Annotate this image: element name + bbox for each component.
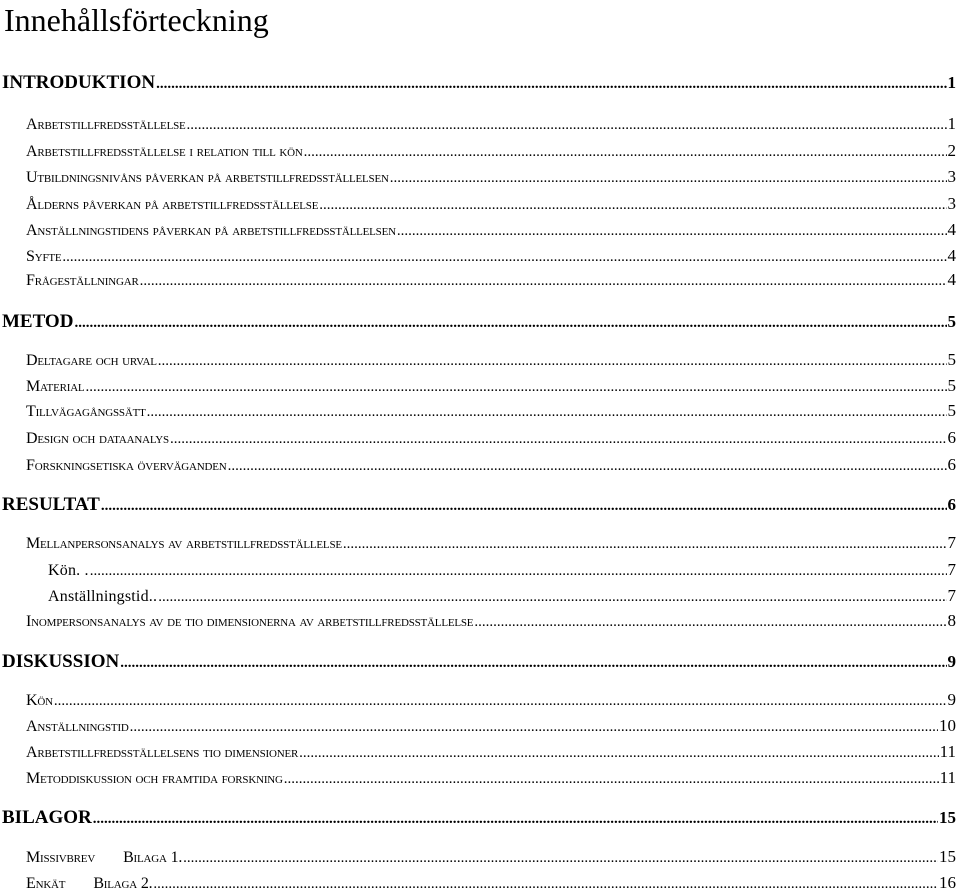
toc-entry[interactable] — [26, 455, 956, 475]
toc-entry[interactable] — [2, 494, 956, 516]
toc-entry-label: Metoddiskussion och framtida forskning — [26, 770, 283, 787]
toc-page-number: 15 — [939, 808, 956, 827]
toc-page-number: 6 — [947, 428, 956, 447]
dot-leader — [158, 589, 946, 606]
dot-leader — [304, 144, 947, 161]
toc-entry-label: Anställningstid — [26, 718, 129, 735]
toc-page-number: 1 — [947, 114, 956, 133]
dot-leader — [93, 811, 938, 828]
toc-entry[interactable] — [2, 311, 956, 333]
dot-leader — [390, 170, 947, 187]
toc-entry-label: Deltagare och urval — [26, 352, 157, 369]
toc-entry[interactable] — [26, 533, 956, 553]
dot-leader — [153, 876, 938, 893]
toc-entry-label: Tillvägagångssätt — [26, 403, 146, 420]
toc-entry[interactable] — [26, 376, 956, 396]
toc-entry[interactable] — [26, 611, 956, 631]
dot-leader — [156, 76, 946, 93]
toc-entry[interactable] — [2, 807, 956, 829]
toc-entry[interactable] — [26, 742, 956, 762]
page-title: Innehållsförteckning — [4, 2, 269, 38]
toc-entry[interactable] — [26, 220, 956, 240]
dot-leader — [319, 197, 946, 214]
dot-leader — [343, 536, 947, 553]
toc-entry-label: Anställningstid.. — [48, 588, 158, 605]
toc-entry[interactable] — [26, 167, 956, 187]
dot-leader — [284, 771, 939, 788]
dot-leader — [187, 117, 947, 134]
toc-page-number: 7 — [947, 533, 956, 552]
toc-entry-label: Ålderns påverkan på arbetstillfredsställelse — [26, 196, 319, 213]
dot-leader — [85, 379, 946, 396]
toc-entry[interactable] — [2, 651, 956, 673]
toc-entry[interactable] — [26, 401, 956, 421]
toc-entry[interactable] — [48, 560, 956, 580]
toc-entry[interactable] — [26, 114, 956, 134]
dot-leader — [158, 353, 947, 370]
toc-entry-label: RESULTAT — [2, 494, 100, 515]
toc-entry[interactable] — [26, 716, 956, 736]
toc-page-number: 7 — [947, 586, 956, 605]
dot-leader — [101, 498, 947, 515]
toc-entry-label: Kön — [26, 692, 53, 709]
dot-leader — [183, 850, 938, 867]
toc-page-number: 4 — [947, 246, 956, 265]
dot-leader — [140, 273, 947, 290]
toc-page-number: 2 — [947, 141, 956, 160]
toc-entry[interactable] — [26, 768, 956, 788]
toc-page-number: 5 — [947, 350, 956, 369]
dot-leader — [170, 431, 947, 448]
dot-leader — [147, 404, 947, 421]
toc-page-number: 11 — [939, 768, 956, 787]
dot-leader — [90, 563, 947, 580]
toc-entry-label: Material — [26, 378, 85, 395]
toc-entry[interactable] — [26, 194, 956, 214]
toc-page-number: 16 — [939, 873, 956, 892]
toc-page-number: 11 — [939, 742, 956, 761]
toc-entry-label: Arbetstillfredsställelse — [26, 116, 186, 133]
toc-page-number: 6 — [947, 455, 956, 474]
toc-entry[interactable] — [26, 246, 956, 266]
dot-leader — [474, 614, 946, 631]
toc-page-number: 5 — [947, 376, 956, 395]
toc-entry-sublabel: Bilaga 2. — [93, 875, 153, 892]
toc-page-number: 5 — [947, 312, 956, 331]
toc-page-number: 3 — [947, 167, 956, 186]
toc-entry[interactable] — [26, 690, 956, 710]
toc-page-number: 9 — [947, 690, 956, 709]
toc-page-number: 4 — [947, 270, 956, 289]
toc-page-number: 1 — [947, 73, 956, 92]
toc-page-number: 5 — [947, 401, 956, 420]
dot-leader — [130, 719, 938, 736]
dot-leader — [397, 223, 947, 240]
toc-entry-label: Missivbrev — [26, 849, 96, 866]
toc-page-number: 15 — [939, 847, 956, 866]
dot-leader — [228, 458, 947, 475]
toc-entry-label: DISKUSSION — [2, 651, 120, 672]
toc-entry-label: Mellanpersonsanalys av arbetstillfredsställelse — [26, 535, 342, 552]
toc-page-number: 10 — [939, 716, 956, 735]
toc-page-number: 6 — [947, 495, 956, 514]
dot-leader — [74, 315, 946, 332]
toc-entry[interactable] — [26, 847, 956, 867]
toc-entry-label: Design och dataanalys — [26, 430, 169, 447]
toc-page-number: 9 — [947, 652, 956, 671]
toc-entry[interactable] — [2, 72, 956, 94]
toc-entry-label: Enkät — [26, 875, 66, 892]
toc-entry[interactable] — [26, 428, 956, 448]
toc-entry-label: Arbetstillfredsställelse i relation till kön — [26, 143, 303, 160]
toc-entry-label: Inompersonsanalys av de tio dimensionerna av arbetstillfredsställelse — [26, 613, 474, 630]
dot-leader — [54, 693, 947, 710]
toc-entry-sublabel: Bilaga 1. — [123, 849, 183, 866]
toc-entry-label: Kön. . — [48, 562, 89, 579]
toc-entry-label: BILAGOR — [2, 807, 92, 828]
toc-entry-label: INTRODUKTION — [2, 72, 156, 93]
dot-leader — [120, 655, 946, 672]
toc-page-number: 8 — [947, 611, 956, 630]
toc-entry[interactable] — [26, 141, 956, 161]
toc-page-number: 3 — [947, 194, 956, 213]
toc-entry-label: Syfte — [26, 248, 62, 265]
toc-entry-label: Arbetstillfredsställelsens tio dimensioner — [26, 744, 299, 761]
toc-entry-label: Frågeställningar — [26, 272, 139, 289]
toc-entry[interactable] — [26, 270, 956, 290]
toc-entry-label: Forskningsetiska överväganden — [26, 457, 227, 474]
toc-entry[interactable] — [26, 873, 956, 893]
toc-entry[interactable] — [26, 350, 956, 370]
toc-entry-label: Utbildningsnivåns påverkan på arbetstillfredsställelsen — [26, 169, 389, 186]
toc-page-number: 4 — [947, 220, 956, 239]
dot-leader — [62, 249, 946, 266]
toc-entry-label: METOD — [2, 311, 74, 332]
dot-leader — [299, 745, 939, 762]
toc-entry-label: Anställningstidens påverkan på arbetstillfredsställelsen — [26, 222, 396, 239]
toc-page-number: 7 — [947, 560, 956, 579]
toc-entry[interactable] — [48, 586, 956, 606]
